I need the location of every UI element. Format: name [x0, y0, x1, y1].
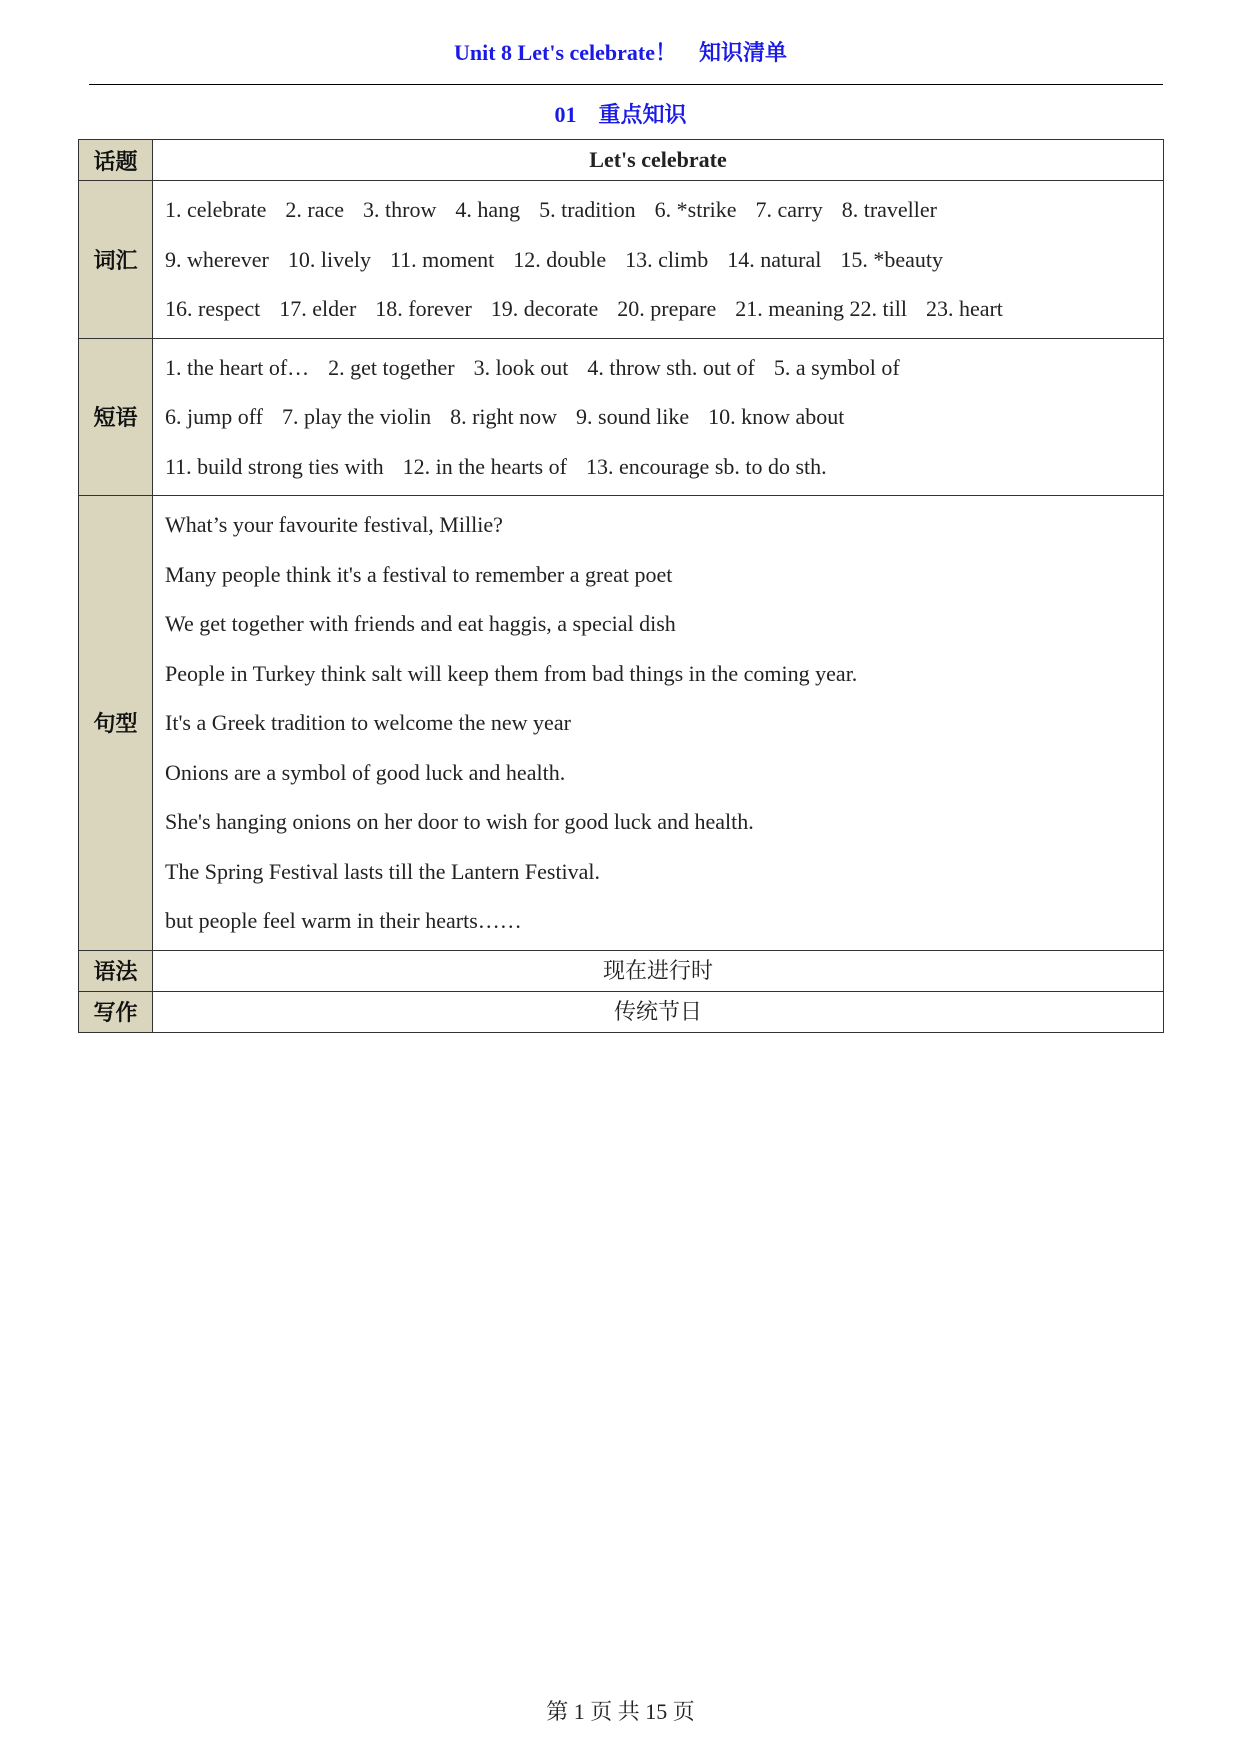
sentence-line: Many people think it's a festival to remember a great poet — [165, 561, 673, 587]
section-heading: 01 重点知识 — [554, 102, 687, 127]
list-item: 6. jump off — [165, 404, 263, 429]
table-row-vocabulary — [79, 181, 1164, 339]
list-item: 6. *strike — [654, 197, 737, 222]
list-item: 13. climb — [625, 246, 709, 272]
list-item: 3. throw — [363, 197, 437, 222]
list-item: 20. prepare — [617, 296, 717, 321]
list-item: 11. build strong ties with — [165, 453, 384, 479]
list-item: 8. right now — [450, 404, 558, 429]
sentence-line: The Spring Festival lasts till the Lantern Festival. — [165, 858, 601, 884]
list-item: 13. encourage sb. to do sth. — [585, 453, 827, 479]
list-item: 12. in the hearts of — [402, 453, 567, 479]
phrases-line — [165, 343, 1153, 393]
sentence-line: She's hanging onions on her door to wish for good luck and health. — [165, 809, 754, 834]
list-item: 4. throw sth. out of — [587, 354, 755, 380]
list-item: 5. a symbol of — [773, 354, 900, 380]
table-row-grammar — [79, 950, 1164, 991]
list-item: 7. carry — [755, 197, 823, 222]
sentence-line: Onions are a symbol of good luck and health. — [165, 759, 566, 785]
page-number-footer: 第 1 页 共 15 页 — [546, 1699, 695, 1724]
list-item: 10. know about — [708, 404, 845, 429]
list-item: 7. play the violin — [281, 404, 432, 429]
list-item: 5. tradition — [539, 197, 636, 222]
list-item: 19. decorate — [490, 296, 599, 321]
list-item: 15. *beauty — [840, 246, 943, 272]
list-item: 12. double — [513, 246, 607, 272]
vocabulary-cell — [153, 181, 1164, 339]
sentence-line: but people feel warm in their hearts…… — [165, 908, 522, 933]
table-row-phrases — [79, 338, 1164, 496]
list-item: 23. heart — [925, 296, 1003, 321]
writing-value: 传统节日 — [153, 991, 1164, 1032]
title-divider — [89, 84, 1163, 85]
category-label-phrases: 短语 — [79, 338, 153, 496]
list-item: 4. hang — [455, 197, 521, 222]
list-item: 14. natural — [727, 246, 822, 272]
phrases-line — [165, 442, 1153, 492]
sentence-line: What’s your favourite festival, Millie? — [165, 512, 503, 537]
list-item: 21. meaning 22. till — [735, 296, 907, 321]
sentence-line: It's a Greek tradition to welcome the new year — [165, 710, 571, 735]
document-title: Unit 8 Let's celebrate！ 知识清单 — [454, 40, 787, 65]
list-item: 17. elder — [279, 296, 357, 321]
table-row-writing — [79, 991, 1164, 1032]
list-item: 2. race — [285, 197, 344, 222]
category-label-vocabulary: 词汇 — [79, 181, 153, 339]
table-row-topic — [79, 140, 1164, 181]
list-item: 16. respect — [165, 296, 261, 321]
vocabulary-line — [165, 284, 1153, 334]
list-item: 1. celebrate — [165, 197, 267, 222]
vocabulary-line — [165, 235, 1153, 285]
grammar-value: 现在进行时 — [153, 950, 1164, 991]
phrases-line — [165, 392, 1153, 442]
list-item: 8. traveller — [841, 197, 938, 222]
category-label-writing: 写作 — [79, 991, 153, 1032]
vocabulary-line — [165, 185, 1153, 235]
topic-value: Let's celebrate — [153, 140, 1164, 181]
list-item: 11. moment — [389, 246, 495, 272]
sentences-cell — [153, 496, 1164, 951]
sentence-line: We get together with friends and eat haggis, a special dish — [165, 611, 676, 636]
phrases-cell — [153, 338, 1164, 496]
sentence-line: People in Turkey think salt will keep them from bad things in the coming year. — [165, 660, 858, 686]
table-row-sentences — [79, 496, 1164, 951]
category-label-sentences: 句型 — [79, 496, 153, 951]
list-item: 9. sound like — [576, 404, 690, 429]
list-item: 10. lively — [287, 246, 371, 272]
list-item: 18. forever — [375, 296, 472, 321]
category-label-grammar: 语法 — [79, 950, 153, 991]
list-item: 2. get together — [328, 354, 455, 380]
list-item: 9. wherever — [165, 246, 269, 272]
knowledge-table — [78, 139, 1164, 1033]
list-item: 1. the heart of… — [165, 354, 310, 380]
category-label-topic: 话题 — [79, 140, 153, 181]
list-item: 3. look out — [473, 354, 569, 380]
